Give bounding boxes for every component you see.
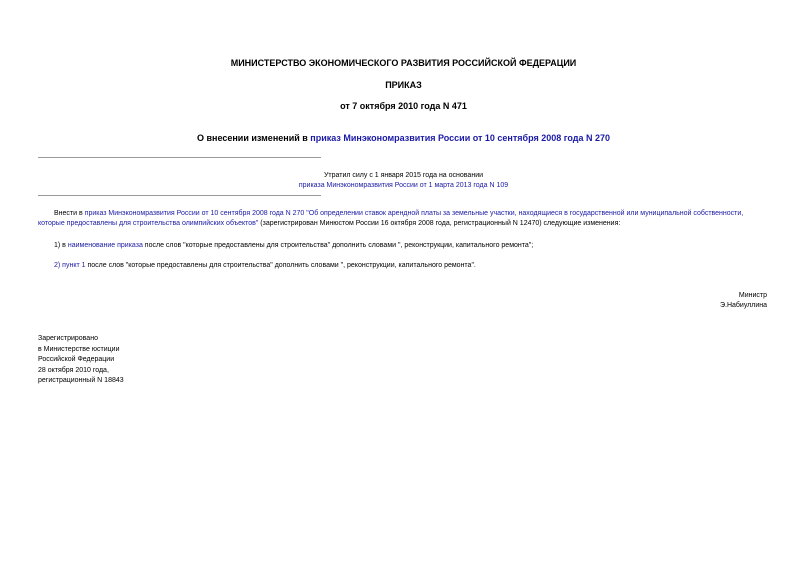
intro-prefix: Внести в: [54, 210, 85, 217]
item-2-number[interactable]: 2): [54, 262, 63, 269]
item-1-suffix: после слов "которые предоставлены для строительства" дополнить словами ", реконструкции, капитального ремонта";: [142, 242, 534, 249]
ministry-heading: МИНИСТЕРСТВО ЭКОНОМИЧЕСКОГО РАЗВИТИЯ РОССИЙСКОЙ ФЕДЕРАЦИИ: [230, 58, 577, 68]
registration-block: [38, 334, 124, 387]
registration-line: в Министерстве юстиции: [38, 345, 120, 353]
document-type: ПРИКАЗ: [385, 80, 422, 90]
registration-line: Зарегистрировано: [38, 335, 98, 342]
subject-prefix: О внесении изменений в: [197, 133, 311, 143]
status-note-text: Утратил силу с 1 января 2015 года на основании: [323, 172, 484, 179]
item-2-suffix: после слов "которые предоставлены для строительства" дополнить словами ", реконструкции, капитального ремонта".: [85, 262, 476, 269]
intro-suffix: (зарегистрирован Минюстом России 16 октября 2008 года, регистрационный N 12470) следующие изменения:: [258, 219, 621, 227]
document-date-number: от 7 октября 2010 года N 471: [340, 101, 467, 111]
divider-bottom: [38, 195, 321, 196]
item-1: [54, 241, 774, 251]
signature-title: Министр: [738, 292, 767, 299]
signature-name: Э.Набиуллина: [719, 301, 767, 309]
registration-line: регистрационный N 18843: [38, 377, 124, 384]
item-1-prefix: 1) в: [54, 242, 68, 249]
subject-link[interactable]: приказ Минэкономразвития России от 10 сентября 2008 года N 270: [310, 133, 610, 143]
registration-line: 28 октября 2010 года,: [38, 366, 109, 374]
item-2-link[interactable]: пункт 1: [62, 262, 86, 269]
document-subject: [0, 133, 807, 144]
item-1-link[interactable]: наименование приказа: [67, 242, 143, 249]
intro-paragraph: [38, 209, 768, 228]
item-2: [54, 261, 774, 271]
signature-block: [720, 291, 767, 310]
divider-top: [38, 157, 321, 158]
status-note: [0, 181, 807, 190]
status-note-link[interactable]: приказа Минэкономразвития России от 1 марта 2013 года N 109: [298, 182, 509, 189]
intro-link[interactable]: приказ Минэкономразвития России от 10 сентября 2008 года N 270 "Об определении ставок арендной платы за земельные участки, находящиеся в государственной или муниципальной собственности, которые предоставлены для строительства олимпийских объектов": [38, 210, 744, 227]
registration-line: Российской Федерации: [38, 356, 115, 363]
